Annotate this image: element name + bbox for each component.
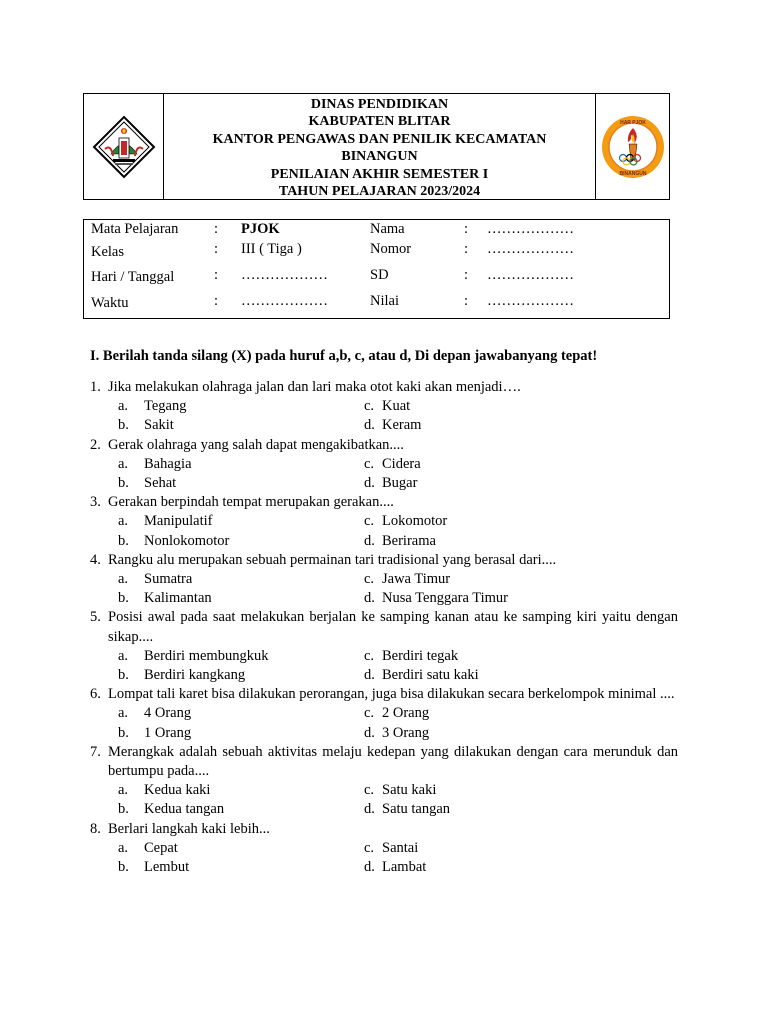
- option-letter: b.: [118, 417, 129, 434]
- option-letter: d.: [364, 532, 375, 549]
- option-text: Lembut: [144, 859, 190, 876]
- header-title-block: [164, 94, 595, 199]
- option-a[interactable]: [118, 397, 364, 416]
- option-letter: d.: [364, 859, 375, 876]
- question-item: [90, 685, 678, 743]
- option-text: Lambat: [382, 859, 427, 876]
- option-a[interactable]: [118, 512, 364, 531]
- option-letter: a.: [118, 455, 129, 472]
- option-text: Santai: [382, 839, 419, 856]
- option-letter: c.: [364, 455, 375, 472]
- option-text: Sakit: [144, 417, 174, 434]
- option-a[interactable]: [118, 455, 364, 474]
- colon: :: [464, 241, 469, 257]
- option-letter: c.: [364, 571, 375, 588]
- time-field[interactable]: ………………: [241, 293, 328, 309]
- score-label: Nilai: [370, 293, 399, 309]
- info-row-time: [84, 293, 669, 313]
- option-text: Tegang: [144, 398, 187, 415]
- question-number: 4.: [90, 551, 101, 568]
- option-b[interactable]: [118, 858, 364, 877]
- option-c[interactable]: [364, 512, 610, 531]
- option-text: Kalimantan: [144, 590, 212, 607]
- question-item: [90, 493, 678, 551]
- info-row-class: [84, 241, 669, 261]
- option-letter: c.: [364, 782, 375, 799]
- question-text: Berlari langkah kaki lebih...: [108, 820, 270, 837]
- header-line-exam: PENILAIAN AKHIR SEMESTER I: [270, 166, 489, 182]
- right-logo-top-text: HAR PJOK: [619, 119, 646, 126]
- option-text: Nusa Tenggara Timur: [382, 590, 508, 607]
- colon: :: [214, 221, 219, 237]
- number-label: Nomor: [370, 241, 412, 257]
- subject-value: PJOK: [241, 221, 280, 237]
- colon: :: [464, 221, 469, 237]
- option-text: Berdiri tegak: [382, 647, 459, 664]
- header-line-year: TAHUN PELAJARAN 2023/2024: [278, 184, 481, 200]
- section-instruction: I. Berilah tanda silang (X) pada huruf a,b, c, atau d, Di depan jawabanyang tepat!: [90, 348, 598, 364]
- option-b[interactable]: [118, 532, 364, 551]
- question-text: Gerakan berpindah tempat merupakan gerakan....: [108, 494, 394, 511]
- option-letter: c.: [364, 647, 375, 664]
- option-a[interactable]: [118, 647, 364, 666]
- har-pjok-torch-logo: [600, 114, 666, 180]
- question-text: Jika melakukan olahraga jalan dan lari maka otot kaki akan menjadi….: [108, 379, 521, 395]
- score-field[interactable]: ………………: [487, 293, 574, 309]
- colon: :: [464, 293, 469, 309]
- option-c[interactable]: [364, 455, 610, 474]
- right-logo-cell: [595, 94, 669, 199]
- option-letter: d.: [364, 724, 375, 741]
- option-c[interactable]: [364, 839, 610, 858]
- option-text: Cidera: [382, 455, 421, 472]
- option-a[interactable]: [118, 570, 364, 589]
- option-text: Cepat: [144, 839, 178, 856]
- question-text: Rangku alu merupakan sebuah permainan tari tradisional yang berasal dari....: [108, 551, 557, 568]
- question-number: 7.: [90, 743, 101, 760]
- option-d[interactable]: [364, 724, 610, 743]
- option-d[interactable]: [364, 666, 610, 685]
- question-number: 6.: [90, 686, 101, 703]
- header-line-office: KANTOR PENGAWAS DAN PENILIK KECAMATAN: [212, 131, 547, 147]
- option-letter: c.: [364, 705, 375, 722]
- question-number: 8.: [90, 820, 101, 837]
- option-letter: d.: [364, 590, 375, 607]
- option-b[interactable]: [118, 666, 364, 685]
- question-text: Gerak olahraga yang salah dapat mengakibatkan....: [108, 436, 404, 453]
- option-d[interactable]: [364, 416, 610, 435]
- name-label: Nama: [370, 221, 405, 237]
- student-info-box: [83, 219, 670, 319]
- question-number: 3.: [90, 494, 101, 511]
- option-b[interactable]: [118, 800, 364, 819]
- option-text: Kuat: [382, 398, 411, 415]
- date-label: Hari / Tanggal: [91, 269, 175, 285]
- option-letter: a.: [118, 705, 129, 722]
- option-letter: b.: [118, 590, 129, 607]
- option-b[interactable]: [118, 724, 364, 743]
- question-text: Posisi awal pada saat melakukan berjalan ke samping kanan atau ke samping kiri yaitu dengan sikap....: [108, 609, 678, 645]
- header-line-agency: DINAS PENDIDIKAN: [310, 97, 449, 112]
- option-letter: a.: [118, 647, 129, 664]
- info-row-subject: [84, 221, 669, 241]
- option-text: Berdiri kangkang: [144, 667, 246, 684]
- question-item: [90, 743, 678, 820]
- option-text: Kedua kaki: [144, 782, 211, 799]
- class-label: Kelas: [91, 244, 125, 260]
- option-d[interactable]: [364, 589, 610, 608]
- right-logo-bottom-text: BINANGUN: [619, 170, 646, 177]
- option-c[interactable]: [364, 647, 610, 666]
- option-letter: c.: [364, 398, 375, 415]
- option-text: 2 Orang: [382, 705, 430, 722]
- question-text: Lompat tali karet bisa dilakukan perorangan, juga bisa dilakukan secara berkelompok minimal ....: [108, 686, 675, 703]
- option-text: Satu kaki: [382, 782, 437, 799]
- option-text: Kedua tangan: [144, 801, 225, 818]
- option-a[interactable]: [118, 839, 364, 858]
- option-text: Berdiri satu kaki: [382, 667, 479, 684]
- option-letter: b.: [118, 667, 129, 684]
- colon: :: [214, 267, 219, 283]
- option-text: Sehat: [144, 475, 177, 492]
- option-c[interactable]: [364, 397, 610, 416]
- option-letter: a.: [118, 839, 129, 856]
- option-text: Sumatra: [144, 571, 193, 588]
- question-item: [90, 608, 678, 685]
- option-d[interactable]: [364, 474, 610, 493]
- option-text: 4 Orang: [144, 705, 192, 722]
- option-letter: a.: [118, 571, 129, 588]
- option-text: Bugar: [382, 475, 418, 492]
- time-label: Waktu: [91, 295, 129, 311]
- option-text: Keram: [382, 417, 422, 434]
- option-a[interactable]: [118, 781, 364, 800]
- question-item: [90, 551, 678, 609]
- option-letter: a.: [118, 782, 129, 799]
- option-letter: b.: [118, 532, 129, 549]
- option-letter: b.: [118, 475, 129, 492]
- question-text: Merangkak adalah sebuah aktivitas melaju kedepan yang dilakukan dengan cara merunduk dan bertumpu pada....: [108, 743, 678, 780]
- number-field[interactable]: ………………: [487, 241, 574, 257]
- option-letter: a.: [118, 513, 129, 530]
- school-label: SD: [370, 267, 389, 283]
- date-field[interactable]: ………………: [241, 267, 328, 283]
- option-c[interactable]: [364, 781, 610, 800]
- option-letter: d.: [364, 801, 375, 818]
- colon: :: [214, 293, 219, 309]
- option-text: 3 Orang: [382, 724, 430, 741]
- option-letter: b.: [118, 801, 129, 818]
- option-text: Jawa Timur: [382, 571, 451, 588]
- option-text: Berdiri membungkuk: [144, 647, 269, 664]
- colon: :: [214, 241, 219, 257]
- option-letter: d.: [364, 417, 375, 434]
- option-text: Nonlokomotor: [144, 532, 230, 549]
- option-d[interactable]: [364, 858, 610, 877]
- option-a[interactable]: [118, 704, 364, 723]
- info-row-date: [84, 267, 669, 287]
- exam-header: [83, 93, 670, 200]
- option-letter: c.: [364, 839, 375, 856]
- kabupaten-blitar-emblem: [91, 114, 157, 180]
- class-value: III ( Tiga ): [241, 241, 302, 257]
- option-d[interactable]: [364, 532, 610, 551]
- option-letter: d.: [364, 475, 375, 492]
- option-text: Satu tangan: [382, 801, 451, 818]
- option-text: Manipulatif: [144, 513, 213, 530]
- option-b[interactable]: [118, 416, 364, 435]
- colon: :: [464, 267, 469, 283]
- option-letter: b.: [118, 724, 129, 741]
- option-c[interactable]: [364, 704, 610, 723]
- question-list: [90, 378, 678, 877]
- option-text: Berirama: [382, 532, 436, 549]
- option-letter: c.: [364, 513, 375, 530]
- header-line-regency: KABUPATEN BLITAR: [308, 114, 451, 130]
- option-d[interactable]: [364, 800, 610, 819]
- option-b[interactable]: [118, 589, 364, 608]
- question-item: [90, 820, 678, 878]
- option-text: Bahagia: [144, 455, 192, 472]
- option-letter: a.: [118, 398, 129, 415]
- option-text: 1 Orang: [144, 724, 192, 741]
- header-line-district: BINANGUN: [341, 149, 418, 165]
- option-text: Lokomotor: [382, 513, 448, 530]
- subject-label: Mata Pelajaran: [91, 221, 179, 237]
- school-field[interactable]: ………………: [487, 267, 574, 283]
- question-item: [90, 378, 678, 436]
- question-number: 5.: [90, 609, 101, 626]
- option-letter: b.: [118, 859, 129, 876]
- name-field[interactable]: ………………: [487, 221, 574, 237]
- question-number: 2.: [90, 436, 101, 453]
- question-item: [90, 436, 678, 494]
- option-c[interactable]: [364, 570, 610, 589]
- option-b[interactable]: [118, 474, 364, 493]
- option-letter: d.: [364, 667, 375, 684]
- left-logo-cell: [84, 94, 164, 199]
- question-number: 1.: [90, 379, 101, 395]
